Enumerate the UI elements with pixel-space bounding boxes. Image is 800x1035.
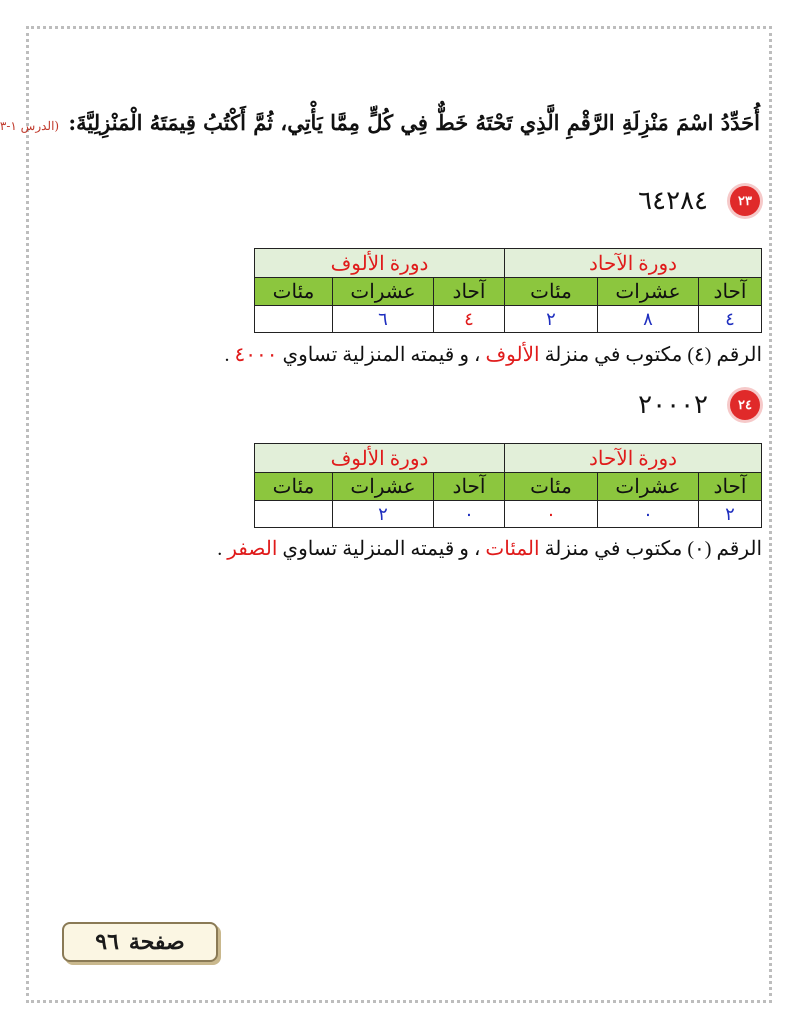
group-header-ones: دورة الآحاد [505, 444, 762, 473]
value-cell: ٤ [434, 306, 505, 333]
page-number: ٩٦ [95, 929, 119, 955]
label-cell: عشرات [333, 278, 434, 306]
answer-text: ، و قيمته المنزلية تساوي [277, 344, 486, 366]
value-cell: ٠ [598, 501, 699, 528]
label-cell: مئات [255, 473, 333, 501]
answer-place: الألوف [485, 344, 540, 366]
page-number-label [62, 922, 218, 962]
question-number-value: ٦٤٢٨٤ [638, 186, 708, 216]
answer-text: . [217, 538, 228, 560]
value-cell: ٢ [699, 501, 762, 528]
label-cell: عشرات [598, 278, 699, 306]
instruction-line [0, 110, 760, 135]
value-cell: ٦ [333, 306, 434, 333]
page-word: صفحة [128, 929, 185, 955]
group-header-thousands: دورة الألوف [255, 444, 505, 473]
answer-24 [217, 536, 762, 561]
value-cell: ٢ [505, 306, 598, 333]
value-cell: ٠ [434, 501, 505, 528]
value-cell: ٨ [598, 306, 699, 333]
label-cell: مئات [255, 278, 333, 306]
question-23-header [638, 186, 760, 216]
question-number-value: ٢٠٠٠٢ [638, 390, 708, 420]
answer-text: . [224, 344, 235, 366]
value-cell [255, 306, 333, 333]
answer-23 [225, 342, 763, 367]
answer-text: الرقم (٤) مكتوب في منزلة [539, 344, 762, 366]
value-cell: ٠ [505, 501, 598, 528]
answer-text: ، و قيمته المنزلية تساوي [277, 538, 486, 560]
label-cell: آحاد [699, 473, 762, 501]
label-cell: آحاد [434, 473, 505, 501]
label-cell: مئات [505, 473, 598, 501]
place-value-table-23 [254, 248, 762, 333]
label-cell: عشرات [598, 473, 699, 501]
label-cell: عشرات [333, 473, 434, 501]
answer-text: الرقم (٠) مكتوب في منزلة [539, 538, 762, 560]
question-number-badge: ٢٤ [730, 390, 760, 420]
label-cell: مئات [505, 278, 598, 306]
label-cell: آحاد [434, 278, 505, 306]
answer-value: ٤٠٠٠ [234, 344, 278, 366]
group-header-thousands: دورة الألوف [255, 249, 505, 278]
value-cell [255, 501, 333, 528]
question-24-header [638, 390, 760, 420]
place-value-table-24 [254, 443, 762, 528]
group-header-ones: دورة الآحاد [505, 249, 762, 278]
lesson-reference: (الدرس ١-٣ [0, 119, 60, 133]
label-cell: آحاد [699, 278, 762, 306]
instruction-text: أُحَدِّدُ اسْمَ مَنْزِلَةِ الرَّقْمِ الَّذِي تَحْتَهُ خَطٌّ فِي كُلٍّ مِمَّا يَأْتِي، ثُمَّ أَكْتُبُ قِيمَتَهُ الْمَنْزِلِيَّةَ: [68, 110, 760, 135]
value-cell: ٤ [699, 306, 762, 333]
value-cell: ٢ [333, 501, 434, 528]
answer-value: الصفر [227, 538, 278, 560]
question-number-badge: ٢٣ [730, 186, 760, 216]
answer-place: المئات [485, 538, 540, 560]
